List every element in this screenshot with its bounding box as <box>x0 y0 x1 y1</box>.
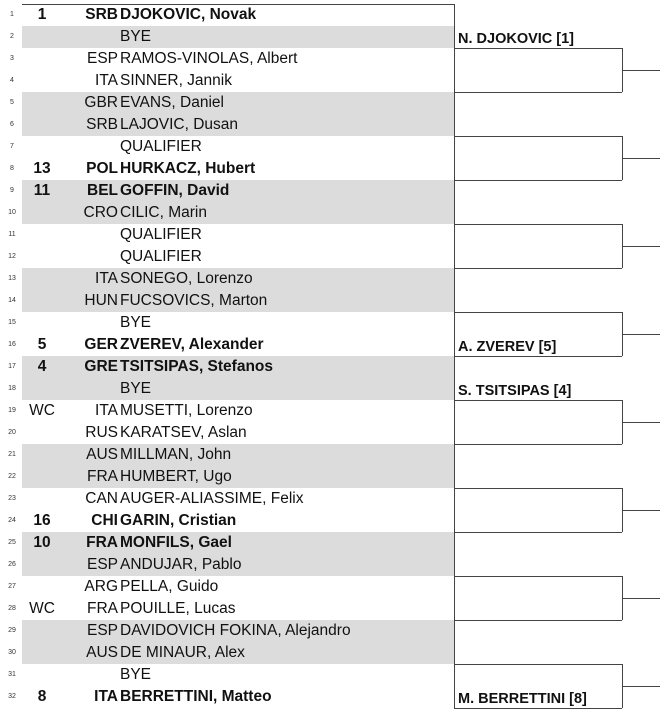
draw-row <box>8 554 454 576</box>
country-code: FRA <box>86 534 118 551</box>
player-name: ANDUJAR, Pablo <box>120 556 242 573</box>
country-code: HUN <box>84 292 118 309</box>
player-name: QUALIFIER <box>120 248 202 265</box>
player-name: HUMBERT, Ugo <box>120 468 232 485</box>
draw-position-number: 8 <box>10 165 14 172</box>
draw-position-number: 31 <box>8 671 16 678</box>
draw-position-number: 10 <box>8 209 16 216</box>
draw-row <box>10 26 454 48</box>
draw-position-number: 16 <box>8 341 16 348</box>
seed-label: 4 <box>37 358 47 375</box>
player-name: GOFFIN, David <box>120 182 230 199</box>
draw-position-number: 19 <box>8 407 16 414</box>
draw-row <box>8 202 454 224</box>
second-round-entry: S. TSITSIPAS [4] <box>458 383 572 399</box>
player-name: CILIC, Marin <box>120 204 207 221</box>
second-round-entry: M. BERRETTINI [8] <box>458 691 587 707</box>
player-name: QUALIFIER <box>120 138 202 155</box>
draw-row <box>8 422 454 444</box>
draw-row <box>10 48 454 70</box>
draw-row <box>8 488 454 510</box>
bracket-winner-line <box>622 70 660 71</box>
player-name: SINNER, Jannik <box>120 72 232 89</box>
draw-row <box>8 620 454 642</box>
draw-position-number: 9 <box>10 187 14 194</box>
player-name: MONFILS, Gael <box>120 534 232 551</box>
bracket-winner-line <box>622 422 660 423</box>
country-code: ITA <box>95 402 118 419</box>
bracket-slot-line <box>454 92 622 93</box>
draw-position-number: 30 <box>8 649 16 656</box>
draw-row <box>8 532 454 554</box>
player-name: LAJOVIC, Dusan <box>120 116 239 133</box>
bracket-slot-line <box>454 48 622 49</box>
draw-position-number: 28 <box>8 605 16 612</box>
draw-position-number: 29 <box>8 627 16 634</box>
country-code: ESP <box>86 622 118 639</box>
draw-row <box>8 466 454 488</box>
player-name: DJOKOVIC, Novak <box>120 6 257 23</box>
player-name: BERRETTINI, Matteo <box>120 688 272 705</box>
bracket-winner-line <box>622 686 660 687</box>
country-code: ARG <box>84 578 118 595</box>
player-name: MUSETTI, Lorenzo <box>120 402 253 419</box>
country-code: AUS <box>86 644 118 661</box>
bracket-winner-line <box>622 334 660 335</box>
player-name: EVANS, Daniel <box>120 94 224 111</box>
draw-position-number: 6 <box>10 121 14 128</box>
draw-position-number: 32 <box>8 693 16 700</box>
country-code: ITA <box>95 72 118 89</box>
draw-row <box>10 136 454 158</box>
player-name: AUGER-ALIASSIME, Felix <box>120 490 304 507</box>
draw-row <box>8 444 454 466</box>
draw-position-number: 7 <box>10 143 14 150</box>
player-name: KARATSEV, Aslan <box>120 424 247 441</box>
seed-label: 5 <box>37 336 47 353</box>
draw-row <box>8 334 454 356</box>
draw-row <box>8 664 454 686</box>
draw-position-number: 14 <box>8 297 16 304</box>
draw-row <box>8 312 454 334</box>
bracket-winner-line <box>622 510 660 511</box>
player-name: FUCSOVICS, Marton <box>120 292 268 309</box>
draw-row <box>8 378 454 400</box>
draw-position-number: 5 <box>10 99 14 106</box>
player-name: BYE <box>120 314 152 331</box>
draw-row <box>8 510 454 532</box>
draw-row <box>8 576 454 598</box>
draw-position-number: 24 <box>8 517 16 524</box>
draw-row <box>10 92 454 114</box>
seed-label: WC <box>29 600 55 617</box>
country-code: ESP <box>86 50 118 67</box>
bracket-slot-line <box>454 136 622 137</box>
draw-position-number: 21 <box>8 451 16 458</box>
draw-row <box>8 686 454 708</box>
seed-label: 1 <box>37 6 47 23</box>
draw-row <box>8 290 454 312</box>
bracket-slot-line <box>454 268 622 269</box>
bracket-slot-line <box>454 224 622 225</box>
country-code: GRE <box>84 358 118 375</box>
bracket-winner-line <box>622 598 660 599</box>
country-code: RUS <box>85 424 118 441</box>
draw-position-number: 25 <box>8 539 16 546</box>
draw-position-number: 4 <box>10 77 14 84</box>
seed-label: 16 <box>33 512 51 529</box>
player-name: TSITSIPAS, Stefanos <box>120 358 274 375</box>
country-code: GBR <box>84 94 118 111</box>
player-name: BYE <box>120 28 152 45</box>
seed-label: WC <box>29 402 55 419</box>
country-code: FRA <box>87 468 118 485</box>
country-code: ITA <box>95 270 118 287</box>
draw-position-number: 22 <box>8 473 16 480</box>
country-code: SRB <box>86 116 118 133</box>
bracket-slot-line <box>454 356 622 357</box>
country-code: ESP <box>86 556 118 573</box>
draw-row <box>8 598 454 620</box>
draw-row <box>8 246 454 268</box>
bracket-slot-line <box>454 664 622 665</box>
draw-position-number: 3 <box>10 55 14 62</box>
player-name: DAVIDOVICH FOKINA, Alejandro <box>120 622 351 639</box>
draw-position-number: 18 <box>8 385 16 392</box>
player-name: QUALIFIER <box>120 226 202 243</box>
country-code: CAN <box>85 490 118 507</box>
draw-position-number: 13 <box>8 275 16 282</box>
draw-position-number: 23 <box>8 495 16 502</box>
country-code: AUS <box>86 446 118 463</box>
draw-position-number: 1 <box>10 11 14 18</box>
seed-label: 13 <box>33 160 51 177</box>
bracket-slot-line <box>454 312 622 313</box>
bracket-slot-line <box>454 620 622 621</box>
bracket-slot-line <box>454 576 622 577</box>
draw-position-number: 27 <box>8 583 16 590</box>
bracket-slot-line <box>454 708 622 709</box>
bracket-winner-line <box>622 246 660 247</box>
draw-position-number: 20 <box>8 429 16 436</box>
player-name: ZVEREV, Alexander <box>120 336 264 353</box>
draw-position-number: 26 <box>8 561 16 568</box>
player-name: GARIN, Cristian <box>120 512 237 529</box>
draw-row <box>8 268 454 290</box>
draw-row <box>8 356 454 378</box>
second-round-entry: A. ZVEREV [5] <box>458 339 557 355</box>
draw-row <box>10 114 454 136</box>
bracket-slot-line <box>454 488 622 489</box>
draw-position-number: 11 <box>8 231 16 238</box>
country-code: BEL <box>87 182 118 199</box>
second-round-entry: N. DJOKOVIC [1] <box>458 31 575 47</box>
draw-row <box>10 158 454 180</box>
draw-row <box>10 4 454 26</box>
draw-position-number: 12 <box>8 253 16 260</box>
country-code: GER <box>84 336 118 353</box>
country-code: FRA <box>87 600 118 617</box>
player-name: SONEGO, Lorenzo <box>120 270 253 287</box>
player-name: DE MINAUR, Alex <box>120 644 245 661</box>
draw-position-number: 15 <box>8 319 16 326</box>
draw-row <box>10 180 454 202</box>
seed-label: 8 <box>37 688 47 705</box>
player-name: RAMOS-VINOLAS, Albert <box>120 50 298 67</box>
draw-row <box>8 224 454 246</box>
draw-row <box>10 70 454 92</box>
country-code: SRB <box>85 6 118 23</box>
player-name: HURKACZ, Hubert <box>120 160 256 177</box>
seed-label: 11 <box>33 182 51 199</box>
draw-position-number: 2 <box>10 33 14 40</box>
bracket-slot-line <box>454 444 622 445</box>
seed-label: 10 <box>33 534 51 551</box>
country-code: ITA <box>94 688 118 705</box>
draw-row <box>8 642 454 664</box>
bracket-slot-line <box>454 400 622 401</box>
player-name: BYE <box>120 380 152 397</box>
bracket-winner-line <box>622 158 660 159</box>
draw-top-border <box>22 4 454 5</box>
draw-row <box>8 400 454 422</box>
country-code: POL <box>86 160 118 177</box>
bracket-slot-line <box>454 532 622 533</box>
country-code: CHI <box>91 512 118 529</box>
bracket-slot-line <box>454 180 622 181</box>
player-name: BYE <box>120 666 152 683</box>
draw-position-number: 17 <box>8 363 16 370</box>
country-code: CRO <box>83 204 118 221</box>
player-name: MILLMAN, John <box>120 446 232 463</box>
player-name: POUILLE, Lucas <box>120 600 236 617</box>
player-name: PELLA, Guido <box>120 578 219 595</box>
